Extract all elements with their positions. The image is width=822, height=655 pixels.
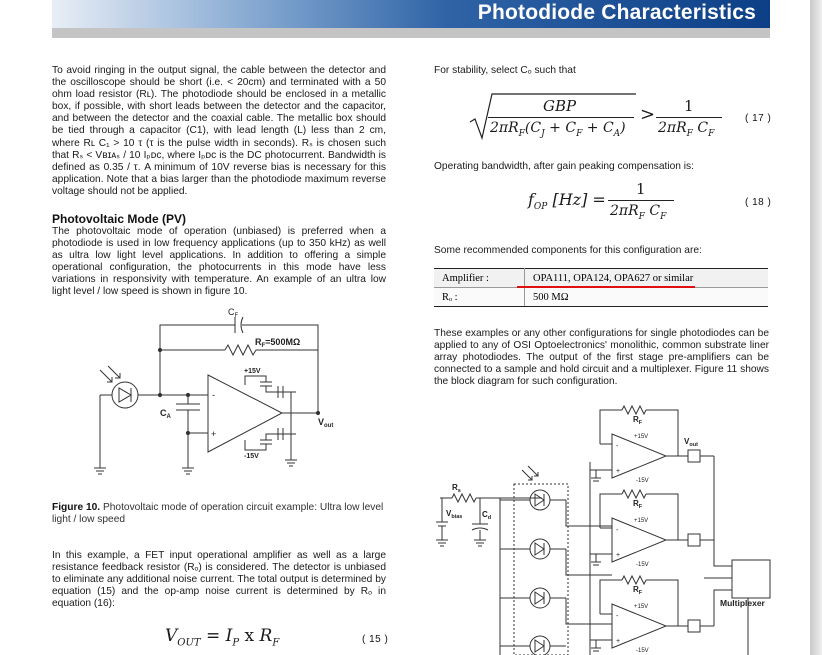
components-intro: Some recommended components for this configuration are: <box>434 245 702 256</box>
fig11-minus15: -15V <box>636 562 649 568</box>
fig11-rf-label: $R_F$ <box>633 499 643 510</box>
sample-hold-box <box>688 450 700 462</box>
rf-resistor <box>622 576 646 584</box>
figure-10-caption <box>52 502 388 526</box>
equation-18-number: ( 18 ) <box>745 197 772 208</box>
equation-17-number: ( 17 ) <box>745 113 772 124</box>
red-underline <box>517 286 695 288</box>
equation-15-number: ( 15 ) <box>362 634 389 645</box>
table-row <box>434 288 768 307</box>
fig11-vout-label: $V_{out}$ <box>684 437 698 448</box>
fig11-minus-sign: - <box>616 443 619 450</box>
eq17-fraction-bar <box>488 117 634 118</box>
rf-resistor <box>622 406 646 414</box>
opamp-triangle <box>612 434 666 478</box>
eq17-greater-than: > <box>640 104 656 125</box>
fig11-minus15: -15V <box>636 648 649 654</box>
fig11-rf-label: $R_F$ <box>633 415 643 426</box>
fig11-vbias-label: $V_{bias}$ <box>446 509 463 520</box>
table-cell-value: OPA111, OPA124, OPA627 or similar <box>525 269 769 288</box>
pv-heading: Photovoltaic Mode (PV) <box>52 212 187 226</box>
fig11-minus-sign: - <box>616 527 619 534</box>
fig10-rf-label: $R_F=500M\Omega$ <box>255 337 301 349</box>
figure-10-caption-text: Photovoltaic mode of operation circuit example: Ultra low level light / low speed <box>52 502 384 526</box>
fig11-plus15: +15V <box>634 518 649 524</box>
pv-paragraph: The photovoltaic mode of operation (unbiased) is preferred when a photodiode is used in low frequency applications (up to 350 kHz) as well as ultra low light level applications. In addition to offering a simple operational configuration, the photocurrents in this mode have less variations in responsivity with temperature. An example of an ultra low light level / low speed is shown in figure 10. <box>52 226 386 298</box>
eq18-lhs: $f_{OP}$ [Hz] = <box>528 190 606 213</box>
fig11-plus-sign: + <box>616 552 621 559</box>
text2-paragraph: In this example, a FET input operational amplifier as well as a large resistance feedback resistor (Rₒ) is considered. The detector is unbiased to eliminate any additional noise current. The total output is determined by equation (15) and the op-amp noise current is determined by Rₒ in equation (16): <box>52 550 386 610</box>
opamp-triangle <box>612 604 666 648</box>
fig10-cf-label: $C_F$ <box>228 307 239 319</box>
fig11-plus15: +15V <box>634 434 649 440</box>
table-row <box>434 269 768 288</box>
header-strip <box>52 28 770 38</box>
photodiode-symbol <box>500 539 612 575</box>
photodiode-symbol <box>500 588 612 624</box>
photodiode-symbol <box>500 636 566 655</box>
header-banner <box>52 0 770 28</box>
figure-11-block-diagram <box>430 400 775 655</box>
intro-paragraph: To avoid ringing in the output signal, the cable between the detector and the oscilloscope should be short (i.e. < 20cm) and terminated with a 50 ohm load resistor (Rʟ). The photodiode should be enclosed in a metallic box, if possible, with short leads between the detector and the capacitor, and between the detector and the coaxial cable. The metallic box should be tied through a capacitor (C1), with lead length (L) less than 2 cm, where Rʟ C₁ > 10 τ (τ is the pulse width in seconds). Rₛ is chosen such that Rₛ < Vʙɪᴀₛ / 10 Iₚᴅᴄ, where Iₚᴅᴄ is the DC photocurrent. Bandwidth is defined as 0.35 / τ. A minimum of 10V reverse bias is necessary for this application. Note that a bias larger than the photodiode maximum reverse voltage should not be applied. <box>52 65 386 197</box>
eq17-rhs-bar <box>656 117 722 118</box>
table-cell-value: 500 MΩ <box>525 288 769 307</box>
fig10-plus15: +15V <box>244 368 261 375</box>
eq17-numerator: GBP <box>543 97 577 115</box>
text3-paragraph: These examples or any other configurations for single photodiodes can be applied to any of OSI Optoelectronics' monolithic, common substrate liner array photodiodes. The output of the first stage pre-amplifiers can be connected to a sample and hold circuit and a multiplexer. Figure 11 shows the block diagram for such configuration. <box>434 328 769 388</box>
fig10-minus-sign: - <box>212 390 215 400</box>
fig11-cd-label: $C_d$ <box>482 510 492 521</box>
table-cell-label: Rₒ : <box>434 288 525 307</box>
figure-10-circuit <box>90 300 380 480</box>
fig10-ca-label: $C_A$ <box>160 408 171 420</box>
sample-hold-box <box>688 534 700 546</box>
eq18-numerator: 1 <box>636 180 646 198</box>
photodiode-symbol <box>500 490 612 526</box>
multiplexer-box <box>732 560 770 598</box>
fig10-vout-label: $V_{out}$ <box>318 417 334 429</box>
eq18-fraction-bar <box>608 200 674 201</box>
fig11-minus-sign: - <box>616 613 619 620</box>
fig11-multiplexer-label: Multiplexer <box>720 598 765 608</box>
fig10-plus-sign: + <box>211 429 217 439</box>
eq17-rhs-denominator: $2\pi R_F$ $C_F$ <box>658 120 715 139</box>
rf-resistor <box>225 345 256 355</box>
photodiode-symbol <box>112 382 138 408</box>
page-edge-shadow <box>810 0 822 655</box>
eq17-rhs-numerator: 1 <box>684 97 694 115</box>
eq17-denominator: $2\pi R_F(C_J + C_F + C_A)$ <box>490 120 626 139</box>
rf-resistor <box>622 490 646 498</box>
fig11-plus-sign: + <box>616 638 621 645</box>
fig11-minus15: -15V <box>636 478 649 484</box>
figure-10-label: Figure 10. <box>52 502 101 513</box>
fig11-plus15: +15V <box>634 604 649 610</box>
opamp-triangle <box>612 518 666 562</box>
bandwidth-text: Operating bandwidth, after gain peaking compensation is: <box>434 161 694 172</box>
amplifier-stage <box>590 490 714 565</box>
fig11-plus-sign: + <box>616 468 621 475</box>
amplifier-stage <box>590 576 714 651</box>
fig11-rf-label: $R_F$ <box>633 585 643 596</box>
stability-text: For stability, select Cₒ such that <box>434 65 576 76</box>
fig10-minus15: -15V <box>244 453 259 460</box>
rs-resistor <box>452 494 476 502</box>
fig11-rs-label: $R_s$ <box>452 483 461 494</box>
equation-15: $V_{OUT} = I_P$ x $R_F$ <box>165 626 280 649</box>
eq18-denominator: $2\pi R_F$ $C_F$ <box>610 203 667 222</box>
table-cell-label: Amplifier : <box>434 269 525 288</box>
page-title: Photodiode Characteristics <box>477 1 756 24</box>
sample-hold-box <box>688 620 700 632</box>
